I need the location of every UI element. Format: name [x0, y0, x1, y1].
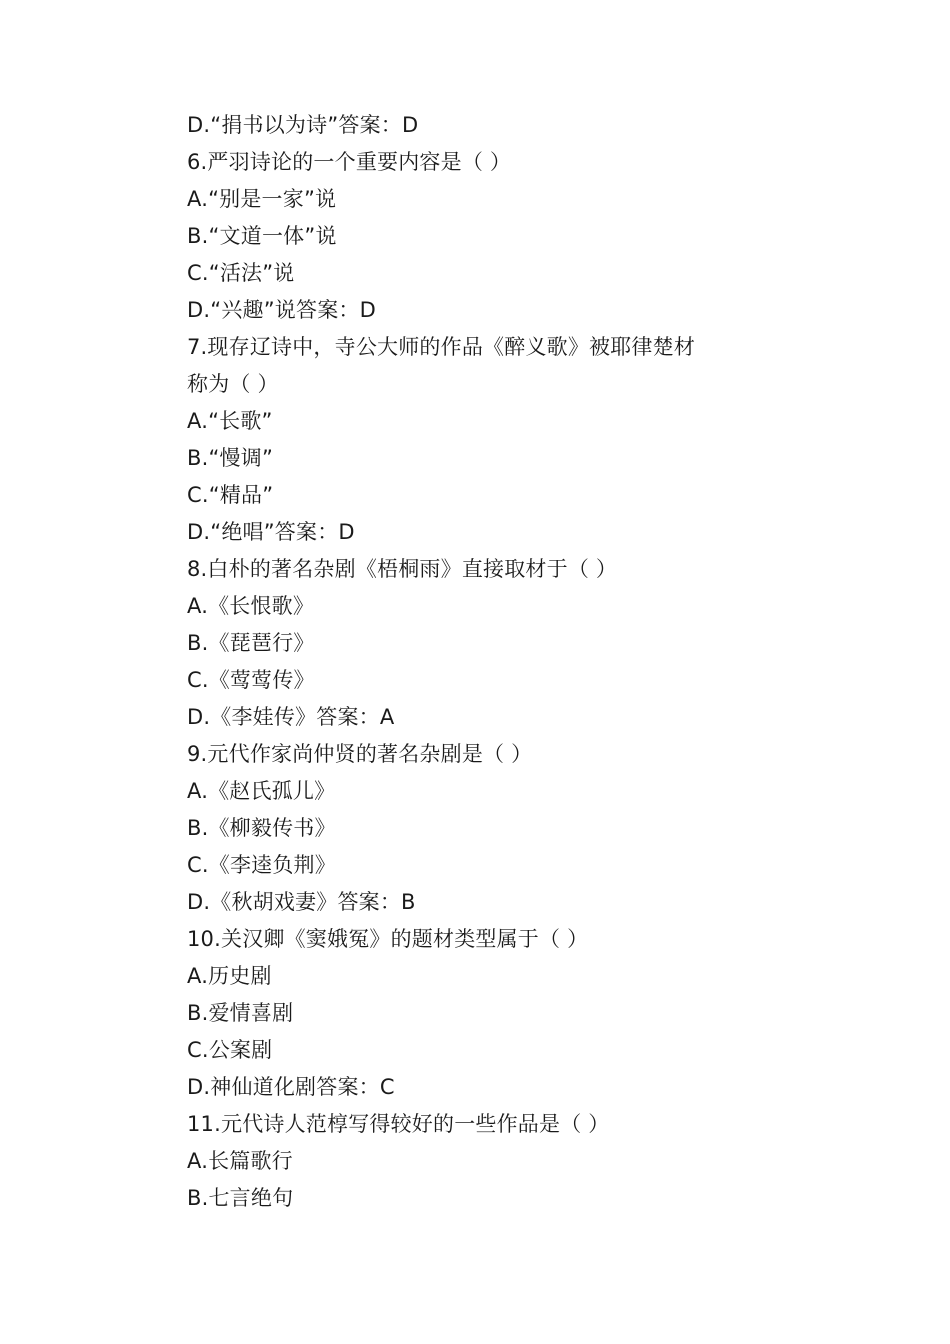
option-q7-b: B.“慢调”	[187, 446, 274, 470]
option-q7-a: A.“长歌”	[187, 409, 273, 433]
option-q8-d-answer: D.《李娃传》答案：A	[187, 705, 395, 729]
option-q9-c: C.《李逵负荆》	[187, 853, 336, 877]
option-q8-b: B.《琵琶行》	[187, 631, 315, 655]
question-8: 8.白朴的著名杂剧《梧桐雨》直接取材于（ ）	[187, 557, 618, 581]
option-q10-c: C.公案剧	[187, 1038, 273, 1062]
question-6: 6.严羽诗论的一个重要内容是（ ）	[187, 150, 512, 174]
option-q8-a: A.《长恨歌》	[187, 594, 315, 618]
option-q9-d-answer: D.《秋胡戏妻》答案：B	[187, 890, 416, 914]
option-q8-c: C.《莺莺传》	[187, 668, 315, 692]
option-q10-b: B.爱情喜剧	[187, 1001, 294, 1025]
option-q9-a: A.《赵氏孤儿》	[187, 779, 336, 803]
option-q7-c: C.“精品”	[187, 483, 274, 507]
option-q11-a: A.长篇歌行	[187, 1149, 293, 1173]
option-q9-b: B.《柳毅传书》	[187, 816, 336, 840]
option-q11-b: B.七言绝句	[187, 1186, 294, 1210]
option-q6-b: B.“文道一体”说	[187, 224, 337, 248]
option-q6-a: A.“别是一家”说	[187, 187, 337, 211]
option-q10-d-answer: D.神仙道化剧答案：C	[187, 1075, 395, 1099]
option-q7-d-answer: D.“绝唱”答案：D	[187, 520, 355, 544]
document-page	[187, 107, 747, 1217]
question-10: 10.关汉卿《窦娥冤》的题材类型属于（ ）	[187, 927, 589, 951]
answer-line-q5-d: D.“捐书以为诗”答案：D	[187, 113, 419, 137]
question-9: 9.元代作家尚仲贤的著名杂剧是（ ）	[187, 742, 533, 766]
option-q6-c: C.“活法”说	[187, 261, 295, 285]
option-q6-d-answer: D.“兴趣”说答案：D	[187, 298, 376, 322]
option-q10-a: A.历史剧	[187, 964, 272, 988]
question-11: 11.元代诗人范椁写得较好的一些作品是（ ）	[187, 1112, 610, 1136]
question-7-line-2: 称为（ ）	[187, 372, 279, 396]
question-7-line-1: 7.现存辽诗中，寺公大师的作品《醉义歌》被耶律楚材	[187, 335, 696, 359]
